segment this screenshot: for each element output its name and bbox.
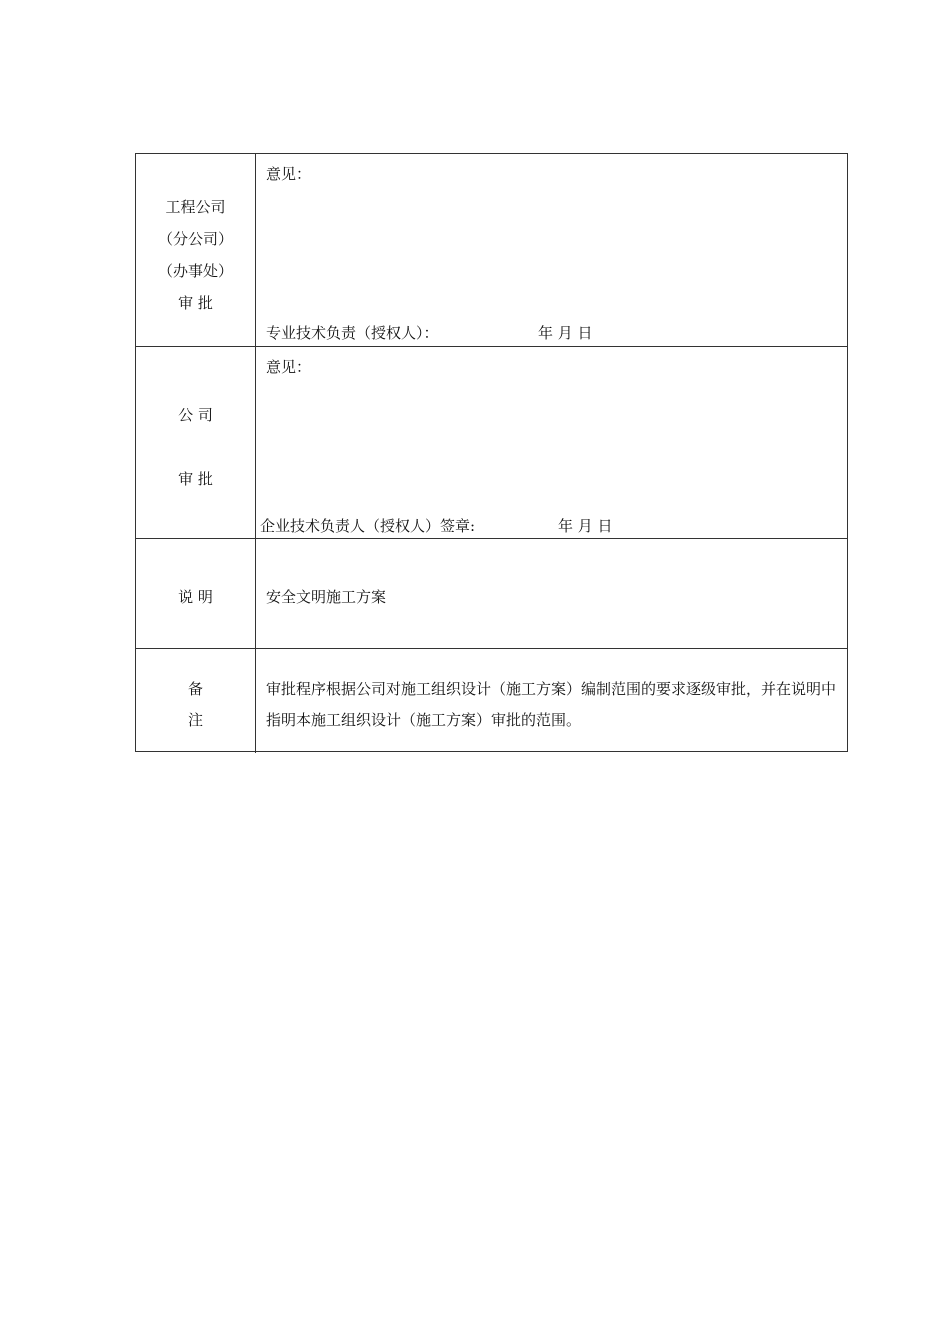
row-company-approval	[136, 347, 847, 539]
row2-label-line-1: 公 司	[178, 406, 213, 424]
row1-label-line-3: （办事处）	[157, 262, 233, 280]
description-label-cell	[136, 539, 256, 648]
row4-content: 审批程序根据公司对施工组织设计（施工方案）编制范围的要求逐级审批，并在说明中指明本施工组织设计（施工方案）审批的范围。	[266, 680, 837, 729]
row3-content: 安全文明施工方案	[266, 588, 387, 606]
description-content-cell[interactable]	[256, 539, 847, 648]
engineering-company-label-cell	[136, 154, 256, 346]
row-engineering-company-approval	[136, 154, 847, 347]
row1-opinion-label: 意见：	[266, 165, 312, 183]
row4-label-line-2: 注	[187, 711, 203, 729]
approval-form-table	[135, 153, 848, 752]
row-description	[136, 539, 847, 649]
row1-label-line-2: （分公司）	[157, 230, 233, 248]
engineering-company-content-cell[interactable]	[256, 154, 847, 346]
row2-signature-label: 企业技术负责人（授权人）签章:	[260, 517, 476, 535]
company-label-cell	[136, 347, 256, 538]
row-remarks	[136, 649, 847, 753]
row2-opinion-label: 意见：	[266, 358, 312, 376]
company-content-cell[interactable]	[256, 347, 847, 538]
remarks-label-cell	[136, 649, 256, 753]
remarks-content-cell[interactable]	[256, 649, 847, 753]
row1-date-label: 年 月 日	[538, 324, 593, 342]
row1-signature-label: 专业技术负责（授权人）：	[266, 324, 439, 342]
row2-label-line-2: 审 批	[178, 470, 213, 488]
row3-label: 说 明	[178, 588, 213, 606]
row2-date-label: 年 月 日	[558, 517, 613, 535]
row1-label-line-1: 工程公司	[165, 198, 226, 216]
row1-label-line-4: 审 批	[178, 294, 213, 312]
row4-label-line-1: 备	[187, 680, 203, 698]
